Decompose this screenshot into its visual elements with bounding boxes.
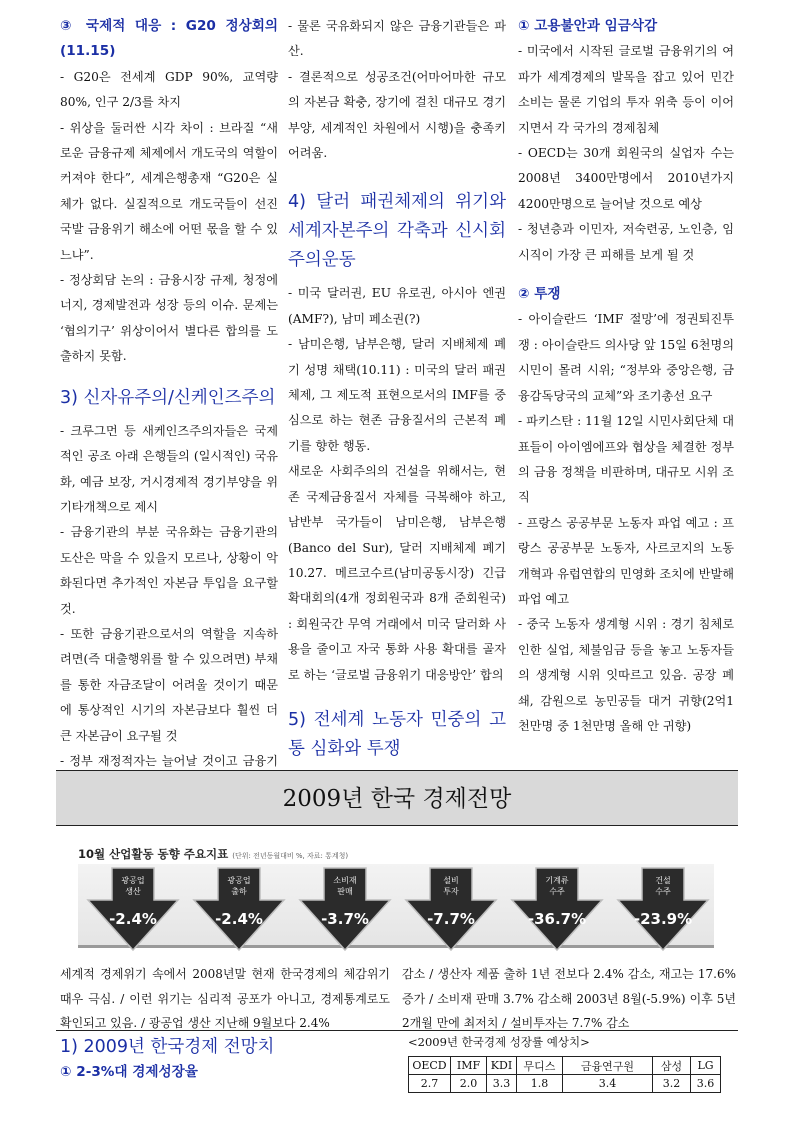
value-cell: 2.0 xyxy=(451,1075,487,1093)
forecast-header-row xyxy=(409,1057,721,1075)
paragraph: - 금융기관의 부분 국유화는 금융기관의 도산은 막을 수 있을지 모르나, 상황이 악화된다면 추가적인 자본금 투입을 요구할 것. xyxy=(60,525,278,616)
summary-text-left: 세계적 경제위기 속에서 2008년말 현재 한국경제의 체감위기 때우 극심. / 이런 위기는 심리적 공포가 아니고, 경제통계로도 확인되고 있음. / 광공업 생산 지난해 9월보다 2.4% xyxy=(60,967,390,1031)
column-3 xyxy=(518,14,734,739)
paragraph: - 결론적으로 성공조건(어마어마한 규모의 자본금 확충, 장기에 걸친 대규모 경기부양, 세계적인 차원에서 시행)을 충족키 어려움. xyxy=(288,69,506,161)
indicator-arrow xyxy=(86,866,180,952)
paragraph: - 파키스탄 : 11월 12일 시민사회단체 대표들이 아이엠에프와 협상을 체결한 정부의 금융 정책을 비판하며, 대규모 시위 조직 xyxy=(518,414,734,505)
col2-paras2 xyxy=(288,281,506,688)
value-cell: 1.8 xyxy=(517,1075,563,1093)
indicator-label: 설비 투자 xyxy=(443,876,459,896)
paragraph: - G20은 전세계 GDP 90%, 교역량 80%, 인구 2/3를 차지 xyxy=(60,69,278,110)
paragraph: - 위상을 둘러싼 시각 차이 : 브라질 “새로운 금융규제 체제에서 개도국의 역할이 커져야 한다”, 세계은행총재 “G20은 실체가 없다. 실질적으로 개도국들이 선진국발 금융위기 해소에 어떤 몫을 할 수 있느냐”. xyxy=(60,120,278,262)
paragraph: - 아이슬란드 ‘IMF 절망’에 정권퇴진투쟁 : 아이슬란드 의사당 앞 15일 6천명의 시민이 몰려 시위; “정부와 중앙은행, 금융감독당국의 교체”와 조기총선 요구 xyxy=(518,312,734,403)
paragraph: - 중국 노동자 생계형 시위 : 경기 침체로 인한 실업, 체불임금 등을 놓고 노동자들의 생계형 시위 잇따르고 있음. 공장 폐쇄, 감원으로 농민공들 대거 귀향(2억1천만명 중 1천만명 올해 안 귀향) xyxy=(518,617,734,733)
indicator-label: 광공업 생산 xyxy=(121,876,145,896)
indicator-value: -7.7% xyxy=(427,910,475,928)
heading-employment: ① 고용불안과 임금삭감 xyxy=(518,18,658,34)
paragraph: 새로운 사회주의의 건설을 위해서는, 현존 국제금융질서 자체를 극복해야 하고, 남반부 국가들이 남미은행, 남부은행(Banco del Sur), 달러 지배체제 폐기 10.27. 메르코수르(남미공동시장) 긴급확대회의(4개 정회원국과 8개 준회원국) : 회원국간 무역 거래에서 미국 달러화 사용을 줄이고 자국 통화 사용 확대를 골자로 하는 ‘글로벌 금융위기 대응방안’ 합의 xyxy=(288,464,506,682)
column-1 xyxy=(60,14,278,800)
header-cell: 금융연구원 xyxy=(563,1057,653,1075)
col3-paras1 xyxy=(518,39,734,268)
paragraph: - 물론 국유화되지 않은 금융기관들은 파산. xyxy=(288,19,506,59)
paragraph: - 또한 금융기관으로서의 역할을 지속하려면(즉 대출행위를 할 수 있으려면) 부채를 통한 자금조달이 어려울 것이기 때문에 통상적인 시기의 자본금보다 훨씬 더 큰 자본금이 요구될 것 xyxy=(60,626,278,743)
indicator-label: 건설 수주 xyxy=(655,876,671,896)
forecast-value-row xyxy=(409,1075,721,1093)
col2-paras1 xyxy=(288,14,506,166)
value-cell: 3.4 xyxy=(563,1075,653,1093)
heading-dollar-hegemony: 4) 달러 패권체제의 위기와 세계자본주의 각축과 신시회주의운동 xyxy=(288,192,506,271)
forecast-table xyxy=(408,1056,721,1093)
section-banner: 2009년 한국 경제전망 xyxy=(56,770,738,826)
paragraph: - 프랑스 공공부문 노동자 파업 예고 : 프랑스 공공부문 노동자, 사르코지의 노동개혁과 유럽연합의 민영화 조치에 반발해 파업 예고 xyxy=(518,515,734,606)
forecast-caption: <2009년 한국경제 성장률 예상치> xyxy=(408,1035,590,1049)
section-title: 1) 2009년 한국경제 전망치 xyxy=(60,1037,275,1057)
indicator-value: -23.9% xyxy=(633,910,693,928)
indicator-value: -2.4% xyxy=(109,910,157,928)
divider xyxy=(56,1030,738,1031)
indicator-arrow xyxy=(510,866,604,952)
paragraph: - 미국 달러권, EU 유로권, 아시아 엔권(AMF?), 남미 페소권(?) xyxy=(288,286,506,326)
header-cell: 무디스 xyxy=(517,1057,563,1075)
indicator-label: 기계류 수주 xyxy=(545,876,569,896)
header-cell: OECD xyxy=(409,1057,451,1075)
value-cell: 3.3 xyxy=(487,1075,517,1093)
header-cell: LG xyxy=(691,1057,721,1075)
indicator-value: -3.7% xyxy=(321,910,369,928)
value-cell: 3.6 xyxy=(691,1075,721,1093)
indicator-value: -2.4% xyxy=(215,910,263,928)
indicator-arrow xyxy=(192,866,286,952)
indicator-arrow xyxy=(616,866,710,952)
indicator-value: -36.7% xyxy=(527,910,587,928)
value-cell: 3.2 xyxy=(653,1075,691,1093)
indicator-label: 광공업 출하 xyxy=(227,876,251,896)
header-cell: 삼성 xyxy=(653,1057,691,1075)
column-2 xyxy=(288,14,506,770)
paragraph: - 남미은행, 남부은행, 달러 지배체제 폐기 성명 채택(10.11) : 미국의 달러 패권체제, 그 제도적 표현으로서의 IMF를 중심으로 하는 현존 금융질서의 근본적 폐기를 향한 행동. xyxy=(288,337,506,453)
paragraph: - OECD는 30개 회원국의 실업자 수는 2008년 3400만명에서 2010년가지 4200만명으로 늘어날 것으로 예상 xyxy=(518,146,734,211)
indicator-arrow xyxy=(404,866,498,952)
paragraph: - 청년층과 이민자, 저숙련공, 노인층, 임시직이 가장 큰 피해를 보게 될 것 xyxy=(518,222,734,262)
indicator-arrow xyxy=(298,866,392,952)
heading-workers-struggle: 5) 전세계 노동자 민중의 고통 심화와 투쟁 xyxy=(288,709,506,759)
col3-paras2 xyxy=(518,307,734,739)
summary-text-right: 감소 / 생산자 제품 출하 1년 전보다 2.4% 감소, 재고는 17.6% 증가 / 소비재 판매 3.7% 감소해 2003년 8월(-5.9%) 이후 5년2개월 만에 최저치 / 설비투자는 7.7% 감소 xyxy=(402,967,736,1031)
graphic-title-text: 10월 산업활동 동향 주요지표 xyxy=(78,847,229,861)
paragraph: - 미국에서 시작된 글로벌 금융위기의 여파가 세계경제의 발목을 잡고 있어 민간 소비는 물론 기업의 투자 위축 등이 이어지면서 각 국가의 경제침체 xyxy=(518,44,734,135)
section-subtitle: ① 2-3%대 경제성장율 xyxy=(60,1064,198,1080)
paragraph: - 정상회담 논의 : 금융시장 규제, 청정에너지, 경제발전과 성장 등의 이슈. 문제는 ‘협의기구’ 위상이어서 별다른 합의를 도출하지 못함. xyxy=(60,273,278,364)
heading-neoliberalism: 3) 신자유주의/신케인즈주의 xyxy=(60,387,276,408)
header-cell: IMF xyxy=(451,1057,487,1075)
value-cell: 2.7 xyxy=(409,1075,451,1093)
heading-struggle: ② 투쟁 xyxy=(518,286,561,303)
paragraph: - 정부 재정적자는 늘어날 것이고 금융기 xyxy=(60,753,278,768)
indicator-label: 소비재 판매 xyxy=(333,876,357,896)
heading-g20: ③ 국제적 대응 : G20 정상회의 (11.15) xyxy=(60,18,278,60)
graphic-title xyxy=(78,846,348,862)
col1-paras2 xyxy=(60,419,278,800)
header-cell: KDI xyxy=(487,1057,517,1075)
col1-paras1 xyxy=(60,65,278,370)
industry-indicators-graphic xyxy=(56,840,716,956)
paragraph: - 크루그먼 등 새케인즈주의자들은 국제적인 공조 아래 은행들의 (일시적인) 국유화, 예금 보장, 거시경제적 경기부양을 위기타개책으로 제시 xyxy=(60,423,278,514)
graphic-subtitle: (단위: 전년동월대비 %, 자료: 통계청) xyxy=(232,852,349,860)
